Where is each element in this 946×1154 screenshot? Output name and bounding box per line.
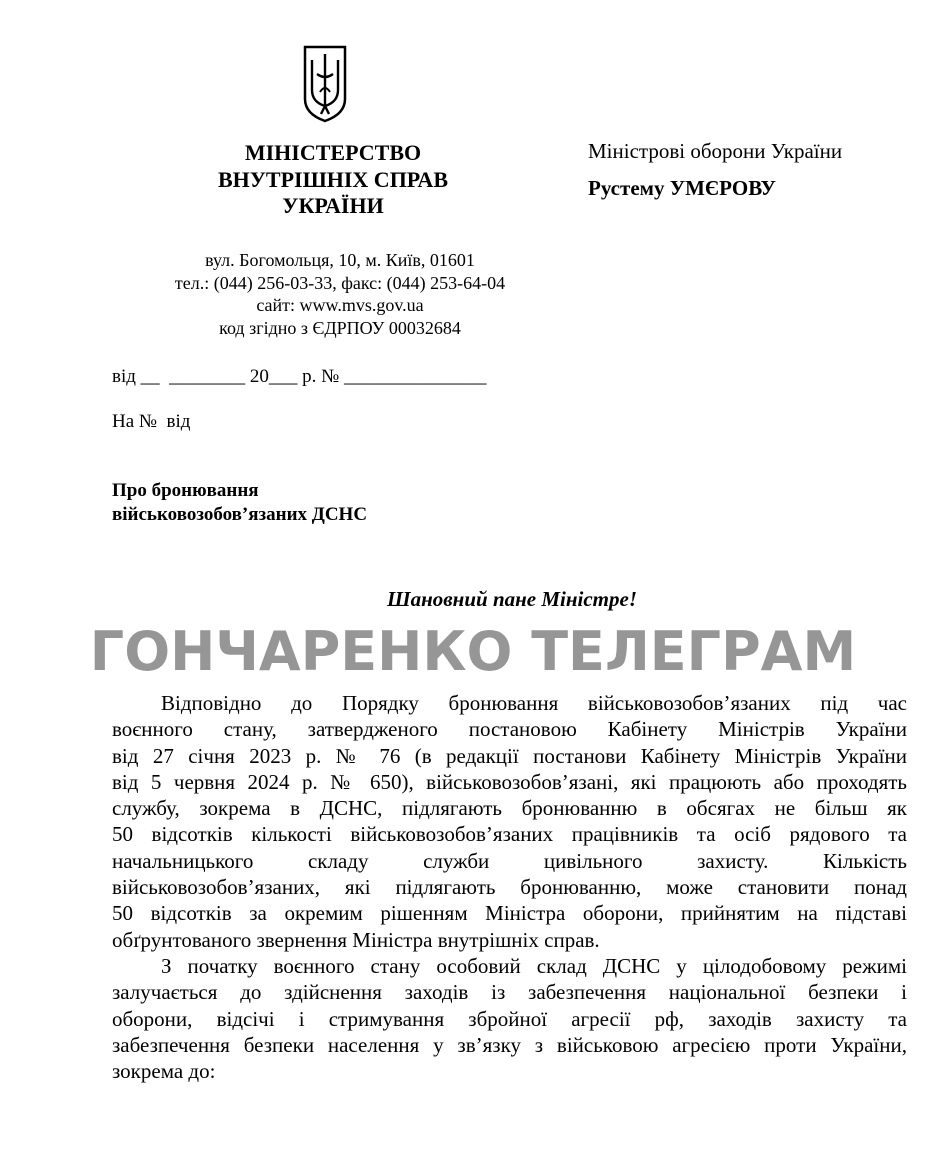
text-line: оборони, відсічі і стримування збройної агресії рф, заходів захисту та (112, 1006, 907, 1031)
paragraph (112, 953, 907, 1084)
website-line: сайт: www.mvs.gov.ua (256, 295, 424, 315)
greeting: Шановний пане Міністре! (386, 587, 637, 611)
coat-of-arms-icon (302, 44, 348, 124)
edrpou-line: код згідно з ЄДРПОУ 00032684 (219, 317, 461, 338)
text-line: військовозобов’язаних, які підлягають бронюванню, може становити понад (112, 875, 907, 900)
sender-line: МІНІСТЕРСТВО (244, 140, 422, 165)
text-line: 50 відсотків кількості військовозобов’язаних працівників та осіб рядового та (112, 822, 907, 847)
reference-line: На № від (112, 411, 191, 432)
text-line: службу, зокрема в ДСНС, підлягають бронюванню в обсягах не більш як (112, 796, 907, 821)
text-line: З початку воєнного стану особовий склад ДСНС у цілодобовому режимі (161, 953, 907, 978)
text-line: від 5 червня 2024 р. № 650), військовозобов’язані, які працюють або проходять (112, 769, 907, 794)
sender-address (140, 249, 540, 339)
watermark: ГОНЧАРЕНКО ТЕЛЕГРАМ (89, 620, 857, 683)
recipient-name: Рустему УМЄРОВУ (588, 176, 776, 200)
sender-line: ВНУТРІШНІХ СПРАВ (217, 166, 448, 192)
address-line: вул. Богомольця, 10, м. Київ, 01601 (205, 250, 475, 270)
recipient (588, 139, 842, 201)
text-line: обґрунтованого звернення Міністра внутрішніх справ. (112, 927, 600, 952)
sender-name (180, 140, 486, 220)
subject-line: військовозобов’язаних ДСНС (112, 503, 368, 525)
text-line: Відповідно до Порядку бронювання військовозобов’язаних під час (161, 691, 907, 715)
text-line: начальницького складу служби цивільного захисту. Кількість (112, 848, 907, 873)
text-line: залучається до здійснення заходів із забезпечення національної безпеки і (112, 980, 907, 1005)
text-line: воєнного стану, затвердженого постановою Кабінету Міністрів України (112, 717, 907, 742)
text-line: забезпечення безпеки населення у зв’язку з військовою агресією проти України, (112, 1032, 907, 1057)
registration-line: від __ ________ 20___ р. № _______________ (112, 366, 487, 387)
text-line: від 27 січня 2023 р. № 76 (в редакції постанови Кабінету Міністрів України (112, 743, 907, 768)
text-line: зокрема до: (112, 1059, 216, 1084)
recipient-title: Міністрові оборони України (588, 139, 843, 163)
subject-line: Про бронювання (112, 480, 259, 501)
text-line: 50 відсотків за окремим рішенням Міністра оборони, прийнятим на підставі (112, 901, 907, 926)
paragraph (112, 690, 907, 953)
sender-line: УКРАЇНИ (282, 193, 384, 218)
subject (112, 479, 367, 526)
letter-body (112, 690, 907, 1084)
phone-line: тел.: (044) 256-03-33, факс: (044) 253-64-04 (174, 272, 506, 293)
